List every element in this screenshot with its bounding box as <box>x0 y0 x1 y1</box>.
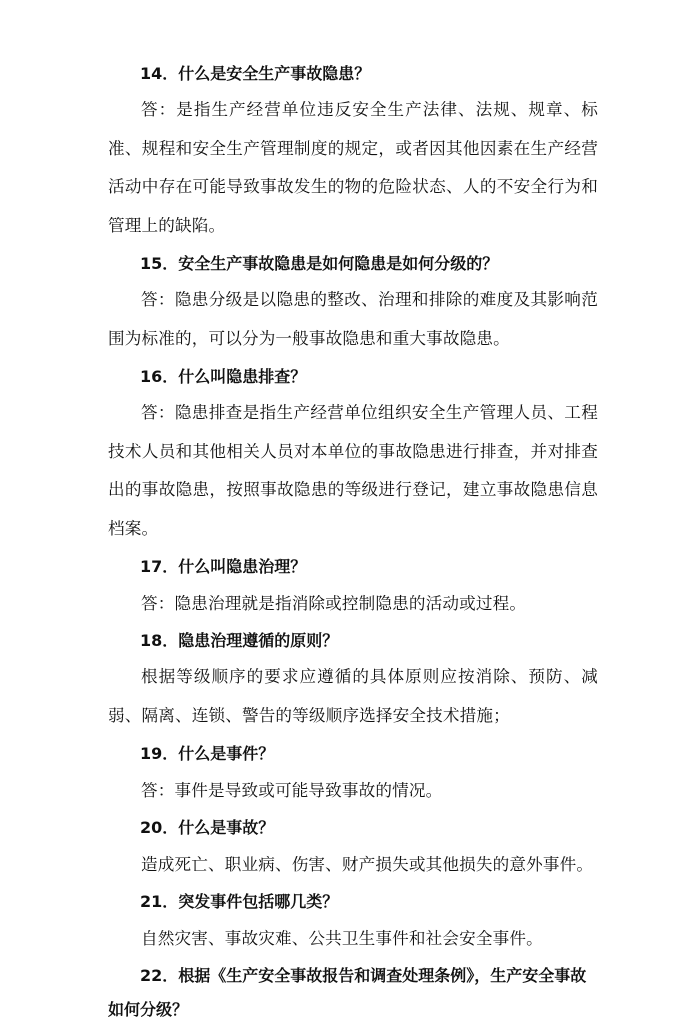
question-15: 15．安全生产事故隐患是如何隐患是如何分级的？ <box>140 254 499 273</box>
answer-16: 答：隐患排查是指生产经营单位组织安全生产管理人员、工程技术人员和其他相关人员对本单位的事故隐患进行排查，并对排查出的事故隐患，按照事故隐患的等级进行登记，建立事故隐患信息档案。 <box>108 403 598 538</box>
question-18: 18．隐患治理遵循的原则？ <box>140 631 339 650</box>
answer-15: 答：隐患分级是以隐患的整改、治理和排除的难度及其影响范围为标准的，可以分为一般事故隐患和重大事故隐患。 <box>108 290 598 348</box>
question-20: 20．什么是事故？ <box>140 818 275 837</box>
answer-14: 答：是指生产经营单位违反安全生产法律、法规、规章、标准、规程和安全生产管理制度的规定，或者因其他因素在生产经营活动中存在可能导致事故发生的物的危险状态、人的不安全行为和管理上的缺陷。 <box>108 100 598 235</box>
answer-17: 答：隐患治理就是指消除或控制隐患的活动或过程。 <box>141 594 527 613</box>
qa-list <box>108 57 598 1027</box>
answer-19: 答：事件是导致或可能导致事故的情况。 <box>141 781 443 800</box>
question-14: 14．什么是安全生产事故隐患？ <box>140 64 371 83</box>
question-21: 21．突发事件包括哪几类？ <box>140 892 339 911</box>
question-16: 16．什么叫隐患排查？ <box>140 367 307 386</box>
question-22: 22．根据《生产安全事故报告和调查处理条例》，生产安全事故如何分级？ <box>108 966 587 1019</box>
question-19: 19．什么是事件？ <box>140 744 275 763</box>
answer-21: 自然灾害、事故灾难、公共卫生事件和社会安全事件。 <box>141 929 543 948</box>
question-17: 17．什么叫隐患治理？ <box>140 557 307 576</box>
answer-18: 根据等级顺序的要求应遵循的具体原则应按消除、预防、减弱、隔离、连锁、警告的等级顺序选择安全技术措施； <box>108 667 598 725</box>
answer-20: 造成死亡、职业病、伤害、财产损失或其他损失的意外事件。 <box>141 855 594 874</box>
